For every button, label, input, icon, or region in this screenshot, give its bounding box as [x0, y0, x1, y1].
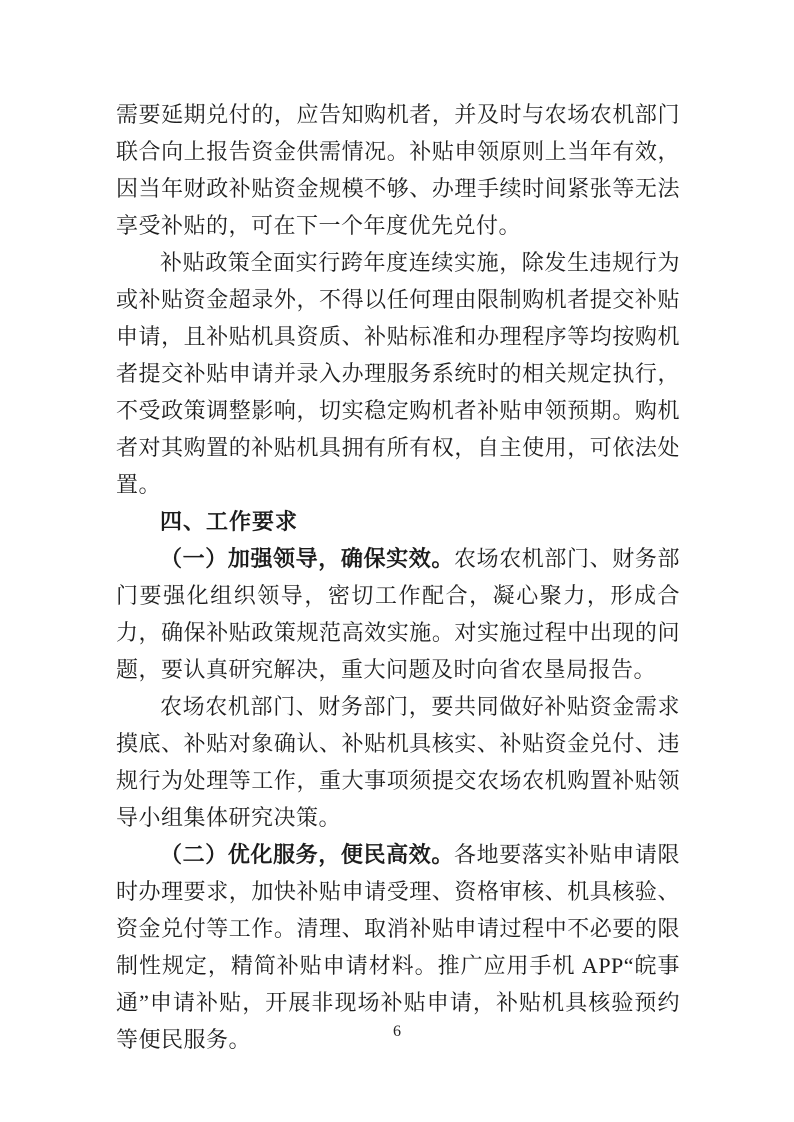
paragraph-bold-lead: （二）优化服务，便民高效。 [160, 842, 454, 867]
paragraph: 农场农机部门、财务部门，要共同做好补贴资金需求摸底、补贴对象确认、补贴机具核实、补贴资金兑付、违规行为处理等工作，重大事项须提交农场农机购置补贴领导小组集体研究决策。 [116, 694, 680, 830]
paragraph-text: 各地要落实补贴申请限时办理要求，加快补贴申请受理、资格审核、机具核验、资金兑付等工作。清理、取消补贴申请过程中不必要的限制性规定，精简补贴申请材料。推广应用手机 APP“皖事通”申请补贴，开展非现场补贴申请，补贴机具核验预约等便民服务。 [116, 842, 680, 1052]
document-body [116, 96, 680, 1058]
paragraph: 补贴政策全面实行跨年度连续实施，除发生违规行为或补贴资金超录外，不得以任何理由限制购机者提交补贴申请，且补贴机具资质、补贴标准和办理程序等均按购机者提交补贴申请并录入办理服务系统时的相关规定执行，不受政策调整影响，切实稳定购机者补贴申领预期。购机者对其购置的补贴机具拥有所有权，自主使用，可依法处置。 [116, 250, 680, 497]
paragraph-continuation: 需要延期兑付的，应告知购机者，并及时与农场农机部门联合向上报告资金供需情况。补贴申领原则上当年有效，因当年财政补贴资金规模不够、办理手续时间紧张等无法享受补贴的，可在下一个年度优先兑付。 [116, 102, 680, 238]
paragraph-text: 农场农机部门、财务部门要强化组织领导，密切工作配合，凝心聚力，形成合力，确保补贴政策规范高效实施。对实施过程中出现的问题，要认真研究解决，重大问题及时向省农垦局报告。 [116, 546, 680, 682]
paragraph-bold-lead: （一）加强领导，确保实效。 [160, 546, 454, 571]
paragraph [116, 540, 680, 688]
page-number: 6 [393, 1023, 401, 1040]
section-heading: 四、工作要求 [160, 509, 299, 534]
